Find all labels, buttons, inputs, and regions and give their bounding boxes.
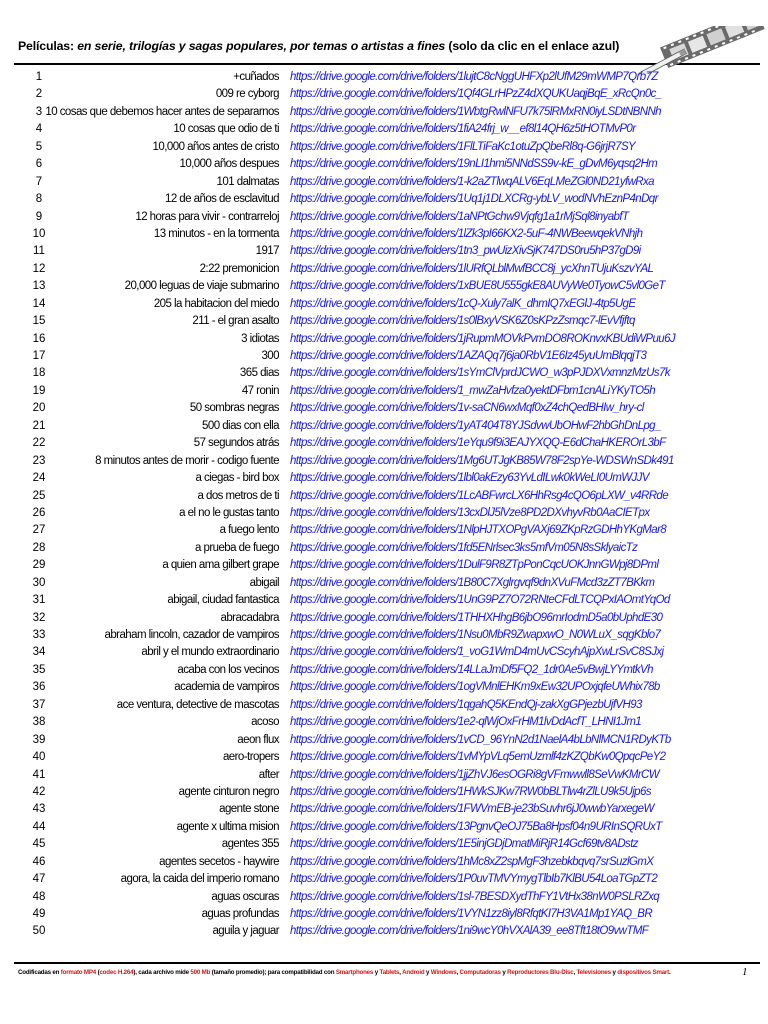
page-number: 1 — [742, 966, 748, 978]
row-number: 27 — [32, 524, 46, 537]
drive-link[interactable]: https://drive.google.com/drive/folders/1THHXHhgB6jbO96mrIodmD5a0bUphdE30 — [290, 611, 663, 624]
row-number: 22 — [32, 437, 46, 450]
row-number: 44 — [32, 820, 46, 833]
drive-link[interactable]: https://drive.google.com/drive/folders/1tn3_pwUizXivSjK747DS0ru5hP37gD9i — [290, 245, 641, 258]
list-item — [0, 278, 768, 295]
row-number: 38 — [32, 716, 46, 729]
movie-title: 2:22 premonicion — [199, 262, 279, 275]
movie-title: 12 de años de esclavitud — [164, 193, 279, 206]
row-number: 31 — [32, 594, 46, 607]
list-item — [0, 767, 768, 784]
row-number: 5 — [35, 140, 43, 153]
row-number: 43 — [32, 803, 46, 816]
drive-link[interactable]: https://drive.google.com/drive/folders/1-k2aZTlwqALV6EqLMeZGl0ND21yfwRxa — [290, 175, 654, 188]
drive-link[interactable]: https://drive.google.com/drive/folders/1P0uvTMVYmygTlbIb7KlBU54LoaTGpZT2 — [290, 873, 658, 886]
list-item — [0, 557, 768, 574]
row-number: 42 — [32, 785, 46, 798]
drive-link[interactable]: https://drive.google.com/drive/folders/13PgnvQeOJ75Ba8Hpsf04n9URInSQRUxT — [290, 820, 662, 833]
row-number: 28 — [32, 541, 46, 554]
movie-title: 10,000 años antes de cristo — [152, 140, 279, 153]
drive-link[interactable]: https://drive.google.com/drive/folders/1lZk3pI66KX2-5uF-4NWBeewqekVNhjh — [290, 227, 643, 240]
drive-link[interactable]: https://drive.google.com/drive/folders/1LcABFwrcLX6HhRsg4cQO6pLXW_v4RRde — [290, 489, 669, 502]
movie-title: academia de vampiros — [174, 681, 279, 694]
row-number: 34 — [32, 646, 46, 659]
drive-link[interactable]: https://drive.google.com/drive/folders/1UnG9PZ7O72RNteCFdLTCQPxIAOmtYqOd — [290, 594, 670, 607]
movie-title: aguas oscuras — [211, 890, 279, 903]
drive-link[interactable]: https://drive.google.com/drive/folders/1ni9wcY0hVXAlA39_ee8Tft18tO9vwTMF — [290, 925, 649, 938]
movie-title: a el no le gustas tanto — [179, 506, 279, 519]
title-italic: en serie, trilogías y sagas populares, por temas o artistas a fines — [77, 39, 446, 53]
list-item — [0, 889, 768, 906]
drive-link[interactable]: https://drive.google.com/drive/folders/1sl-7BESDXydThFY1VtHx38nW0PSLRZxq — [290, 890, 660, 903]
list-item — [0, 156, 768, 173]
list-item — [0, 906, 768, 923]
drive-link[interactable]: https://drive.google.com/drive/folders/1s0lBxyVSK6Z0sKPzZsmqc7-lEvVfjftq — [290, 315, 635, 328]
drive-link[interactable]: https://drive.google.com/drive/folders/14LLaJmDf5FQ2_1dr0Ae5vBwjLYYmtkVh — [290, 663, 653, 676]
row-number: 32 — [32, 611, 46, 624]
movie-title: a dos metros de ti — [197, 489, 279, 502]
drive-link[interactable]: https://drive.google.com/drive/folders/1v-saCN6wxMqf0xZ4chQedBHIw_hry-cl — [290, 402, 644, 415]
list-item — [0, 610, 768, 627]
list-item — [0, 836, 768, 853]
list-item — [0, 243, 768, 260]
list-item — [0, 662, 768, 679]
list-item — [0, 679, 768, 696]
list-item — [0, 139, 768, 156]
list-item — [0, 575, 768, 592]
drive-link[interactable]: https://drive.google.com/drive/folders/1qgahQ5KEndQj-zakXgGPjezbUjfVH93 — [290, 698, 642, 711]
list-item — [0, 854, 768, 871]
list-item — [0, 714, 768, 731]
movie-title: ace ventura, detective de mascotas — [116, 698, 279, 711]
movie-title: agora, la caida del imperio romano — [120, 873, 279, 886]
drive-link[interactable]: https://drive.google.com/drive/folders/1cQ-Xuly7alK_dhmIQ7xEGlJ-4tp5UgE — [290, 297, 636, 310]
list-item — [0, 331, 768, 348]
row-number: 17 — [32, 350, 46, 362]
row-number: 19 — [32, 384, 46, 397]
drive-link[interactable]: https://drive.google.com/drive/folders/1B80C7Xglrgvqf9dnXVuFMcd3zZT7BKkm — [290, 576, 655, 589]
movie-title: agente cinturon negro — [178, 785, 279, 798]
drive-link[interactable]: https://drive.google.com/drive/folders/1Mg6UTJgKB85W78F2spYe-WDSWnSDk491 — [290, 454, 674, 467]
movie-title: a quien ama gilbert grape — [162, 559, 279, 572]
movie-title: 10,000 años despues — [179, 158, 279, 171]
row-number: 40 — [32, 751, 46, 764]
drive-link[interactable]: https://drive.google.com/drive/folders/1sYmClVprdJCWO_w3pPJDXVxmnzMzUs7k — [290, 367, 670, 380]
drive-link[interactable]: https://drive.google.com/drive/folders/1lujtC8cNggUHFXp2lUfM29mWMP7Qrb7Z — [290, 71, 658, 83]
movie-title: aeon flux — [237, 733, 279, 746]
drive-link[interactable]: https://drive.google.com/drive/folders/1DulF9R8ZTpPonCqcUOKJnnGWpj8DPml — [290, 559, 659, 572]
drive-link[interactable]: https://drive.google.com/drive/folders/1WbtgRwlNFU7k75lRMxRN0iyLSDtNBNNh — [290, 105, 661, 118]
list-item — [0, 383, 768, 400]
movie-title: a ciegas - bird box — [195, 472, 279, 485]
movie-title: 12 horas para vivir - contrarreloj — [135, 210, 279, 223]
list-item — [0, 488, 768, 505]
drive-link[interactable]: https://drive.google.com/drive/folders/1E5injGDjDmatMiRjR14Gcf69tv8ADstz — [290, 838, 638, 851]
list-item — [0, 697, 768, 714]
movie-title: 101 dalmatas — [216, 175, 279, 188]
drive-link[interactable]: https://drive.google.com/drive/folders/1lURfQLblMwfBCC8j_ycXhnTUjuKszvYAL — [290, 262, 654, 275]
drive-link[interactable]: https://drive.google.com/drive/folders/1HWkSJKw7RW0bBLTlw4rZlLU9k5Ujp6s — [290, 785, 651, 798]
movie-title: 8 minutos antes de morir - codigo fuente — [95, 454, 279, 467]
row-number: 25 — [32, 489, 46, 502]
row-number: 10 — [32, 227, 46, 240]
movie-title: abigail, ciudad fantastica — [167, 594, 279, 607]
list-item — [0, 209, 768, 226]
list-item — [0, 191, 768, 208]
page-title — [18, 39, 648, 53]
drive-link[interactable]: https://drive.google.com/drive/folders/1hMc8xZ2spMgF3hzebkbqvq7srSuzlGmX — [290, 855, 654, 868]
row-number: 23 — [32, 454, 46, 467]
movie-title: 50 sombras negras — [189, 402, 279, 415]
movie-title: 211 - el gran asalto — [192, 315, 279, 328]
drive-link[interactable]: https://drive.google.com/drive/folders/1vMYpVLq5emUzmlf4zKZQbKw0QpqcPeY2 — [290, 751, 666, 764]
movie-title: aguas profundas — [201, 908, 279, 920]
list-item — [0, 348, 768, 365]
row-number: 18 — [32, 367, 46, 380]
movie-title: 47 ronin — [241, 384, 279, 397]
list-item — [0, 540, 768, 557]
list-item — [0, 453, 768, 470]
movie-title: +cuñados — [233, 71, 279, 83]
drive-link[interactable]: https://drive.google.com/drive/folders/1FWVmEB-je23bSuvhr6jJ0wwbYarxegeW — [290, 803, 654, 816]
film-strip-icon — [636, 26, 768, 74]
row-number: 26 — [32, 506, 46, 519]
drive-link[interactable]: https://drive.google.com/drive/folders/1VYN1zz8iyl8RfqtKI7H3VA1Mp1YAQ_BR — [290, 908, 653, 920]
row-number: 47 — [32, 873, 46, 886]
movie-title: abril y el mundo extraordinario — [141, 646, 279, 659]
movie-title: 10 cosas que odio de ti — [173, 123, 279, 136]
list-item — [0, 313, 768, 330]
list-item — [0, 801, 768, 818]
list-item — [0, 470, 768, 487]
drive-link[interactable]: https://drive.google.com/drive/folders/1fd5ENrlsec3ks5mfVm05N8sSklyaicTz — [290, 541, 638, 554]
row-number: 46 — [32, 855, 46, 868]
row-number: 6 — [35, 158, 43, 171]
movie-title: 365 dias — [239, 367, 279, 380]
movie-title: 10 cosas que debemos hacer antes de separarnos — [45, 105, 279, 118]
row-number: 24 — [32, 472, 46, 485]
row-number: 30 — [32, 576, 46, 589]
page-header — [0, 26, 768, 74]
list-item — [0, 871, 768, 888]
movie-title: 300 — [261, 350, 279, 362]
movie-title: acoso — [251, 716, 279, 729]
movie-title: abigail — [249, 576, 279, 589]
row-number: 36 — [32, 681, 46, 694]
drive-link[interactable]: https://drive.google.com/drive/folders/1aNPtGchw9Vjqfg1a1rMjSql8inyabfT — [290, 210, 629, 223]
row-number: 35 — [32, 663, 46, 676]
list-item — [0, 592, 768, 609]
movie-title: abracadabra — [220, 611, 279, 624]
list-item — [0, 418, 768, 435]
row-number: 2 — [35, 88, 43, 101]
drive-link[interactable]: https://drive.google.com/drive/folders/1jjZhVJ6esOGRi8gVFmwwll8SeVwKMrCW — [290, 768, 660, 781]
footer-note: Codificadas en formato MP4 (codec H.264), cada archivo mide 500 Mb (tamaño promedio); para compatibilidad con Smartphones y Tablets, Android y Windows, Computadoras y Reproductores Blu-Disc, Televisiones y dispositivos Smart. — [18, 969, 671, 976]
list-item — [0, 644, 768, 661]
row-number: 15 — [32, 315, 46, 328]
title-bold: Películas: — [18, 39, 74, 53]
drive-link[interactable]: https://drive.google.com/drive/folders/1ogVMnlEHKm9xEw32UPOxjqfeUWhix78b — [290, 681, 660, 694]
row-number: 48 — [32, 890, 46, 903]
row-number: 39 — [32, 733, 46, 746]
list-item — [0, 522, 768, 539]
row-number: 41 — [32, 768, 46, 781]
row-number: 50 — [32, 925, 46, 938]
movie-title: 13 minutos - en la tormenta — [153, 227, 279, 240]
list-item — [0, 104, 768, 121]
drive-link[interactable]: https://drive.google.com/drive/folders/1xBUE8U555gkE8AUVyWe0TyowC5vl0GeT — [290, 280, 665, 293]
movie-title: 205 la habitacion del miedo — [153, 297, 279, 310]
movie-title: acaba con los vecinos — [177, 663, 279, 676]
movie-title: a fuego lento — [219, 524, 279, 537]
row-number: 7 — [35, 175, 43, 188]
movie-title: aguila y jaguar — [212, 925, 279, 938]
movie-list — [0, 69, 768, 941]
list-item — [0, 505, 768, 522]
footer-rule — [14, 962, 760, 964]
movie-title: 1917 — [255, 245, 279, 258]
drive-link[interactable]: https://drive.google.com/drive/folders/1_mwZaHvfza0yektDFbm1cnALiYKyTO5h — [290, 384, 656, 397]
list-item — [0, 86, 768, 103]
list-item — [0, 174, 768, 191]
drive-link[interactable]: https://drive.google.com/drive/folders/19nLI1hmi5NNdSS9v-kE_gDvM6yqsq2Hm — [290, 158, 658, 171]
row-number: 14 — [32, 297, 46, 310]
list-item — [0, 435, 768, 452]
list-item — [0, 226, 768, 243]
drive-link[interactable]: https://drive.google.com/drive/folders/1lbl0akEzy63YvLdILwk0kWeLI0UmWJJV — [290, 472, 649, 485]
movie-title: agentes secetos - haywire — [159, 855, 279, 868]
drive-link[interactable]: https://drive.google.com/drive/folders/1FlLTiFaKc1otuZpQbeRl8q-G6jrjR7SY — [290, 140, 636, 153]
movie-title: agente x ultima mision — [176, 820, 279, 833]
drive-link[interactable]: https://drive.google.com/drive/folders/1yAT404T8YJSdvwUbOHwF2hbGhDnLpg_ — [290, 419, 661, 432]
drive-link[interactable]: https://drive.google.com/drive/folders/1AZAQq7j6ja0RbV1E6Iz45yuUmBlqqjT3 — [290, 350, 647, 362]
row-number: 49 — [32, 908, 46, 920]
row-number: 45 — [32, 838, 46, 851]
row-number: 9 — [35, 210, 43, 223]
list-item — [0, 923, 768, 940]
row-number: 29 — [32, 559, 46, 572]
row-number: 37 — [32, 698, 46, 711]
row-number: 1 — [35, 71, 43, 83]
movie-title: 57 segundos atrás — [193, 437, 279, 450]
movie-title: 20,000 leguas de viaje submarino — [124, 280, 279, 293]
drive-link[interactable]: https://drive.google.com/drive/folders/13cxDlJ5lVze8PD2DXvhyvRb0AaCIETpx — [290, 506, 650, 519]
drive-link[interactable]: https://drive.google.com/drive/folders/1vCD_96YnN2d1NaelA4bLbNlMCN1RDyKTb — [290, 733, 671, 746]
row-number: 16 — [32, 332, 46, 345]
movie-title: agente stone — [219, 803, 279, 816]
row-number: 11 — [33, 245, 45, 258]
title-tail: (solo da clic en el enlace azul) — [448, 39, 620, 53]
drive-link[interactable]: https://drive.google.com/drive/folders/1Nsu0MbR9ZwapxwO_N0WLuX_sqgKblo7 — [290, 629, 661, 641]
drive-link[interactable]: https://drive.google.com/drive/folders/1NlpHJTXOPgVAXj69ZKpRzGDHhYKgMar8 — [290, 524, 667, 537]
movie-title: abraham lincoln, cazador de vampiros — [104, 629, 279, 641]
movie-title: 500 dias con ella — [202, 419, 279, 432]
list-item — [0, 819, 768, 836]
drive-link[interactable]: https://drive.google.com/drive/folders/1Qf4GLrHPzZ4dXQUKUaqjBqE_xRcQn0c_ — [290, 88, 662, 101]
list-item — [0, 261, 768, 278]
movie-title: 009 re cyborg — [215, 88, 279, 101]
movie-title: aero-tropers — [222, 751, 279, 764]
row-number: 21 — [32, 419, 46, 432]
drive-link[interactable]: https://drive.google.com/drive/folders/1jRupmMOVkPvmDO8ROKnvxKBUdiWPuu6J — [290, 332, 676, 345]
drive-link[interactable]: https://drive.google.com/drive/folders/1fiA24frj_w__ef8l14QH6z5tHOTMvP0r — [290, 123, 636, 136]
movie-title: 3 idiotas — [241, 332, 279, 345]
drive-link[interactable]: https://drive.google.com/drive/folders/1e2-qlWjOxFrHM1lvDdAcfT_LHNI1Jm1 — [290, 716, 642, 729]
row-number: 33 — [32, 629, 46, 641]
row-number: 8 — [35, 193, 43, 206]
movie-title: agentes 355 — [221, 838, 279, 851]
row-number: 4 — [35, 123, 43, 136]
list-item — [0, 732, 768, 749]
list-item — [0, 296, 768, 313]
movie-title: a prueba de fuego — [194, 541, 279, 554]
row-number: 13 — [32, 280, 46, 293]
list-item — [0, 784, 768, 801]
drive-link[interactable]: https://drive.google.com/drive/folders/1_voG1WmD4mUvCScyhAjpXwLrSvC8SJxj — [290, 646, 664, 659]
row-number: 12 — [32, 262, 46, 275]
drive-link[interactable]: https://drive.google.com/drive/folders/1Uq1j1DLXCRg-ybLV_wodNVhEznP4nDqr — [290, 193, 658, 206]
list-item — [0, 749, 768, 766]
row-number: 20 — [32, 402, 46, 415]
drive-link[interactable]: https://drive.google.com/drive/folders/1eYqu9f9i3EAJYXQQ-E6dChaHKEROrL3bF — [290, 437, 666, 450]
list-item — [0, 365, 768, 382]
list-item — [0, 400, 768, 417]
list-item — [0, 627, 768, 644]
list-item — [0, 69, 768, 86]
list-item — [0, 121, 768, 138]
row-number: 3 — [35, 105, 43, 118]
movie-title: after — [258, 768, 279, 781]
